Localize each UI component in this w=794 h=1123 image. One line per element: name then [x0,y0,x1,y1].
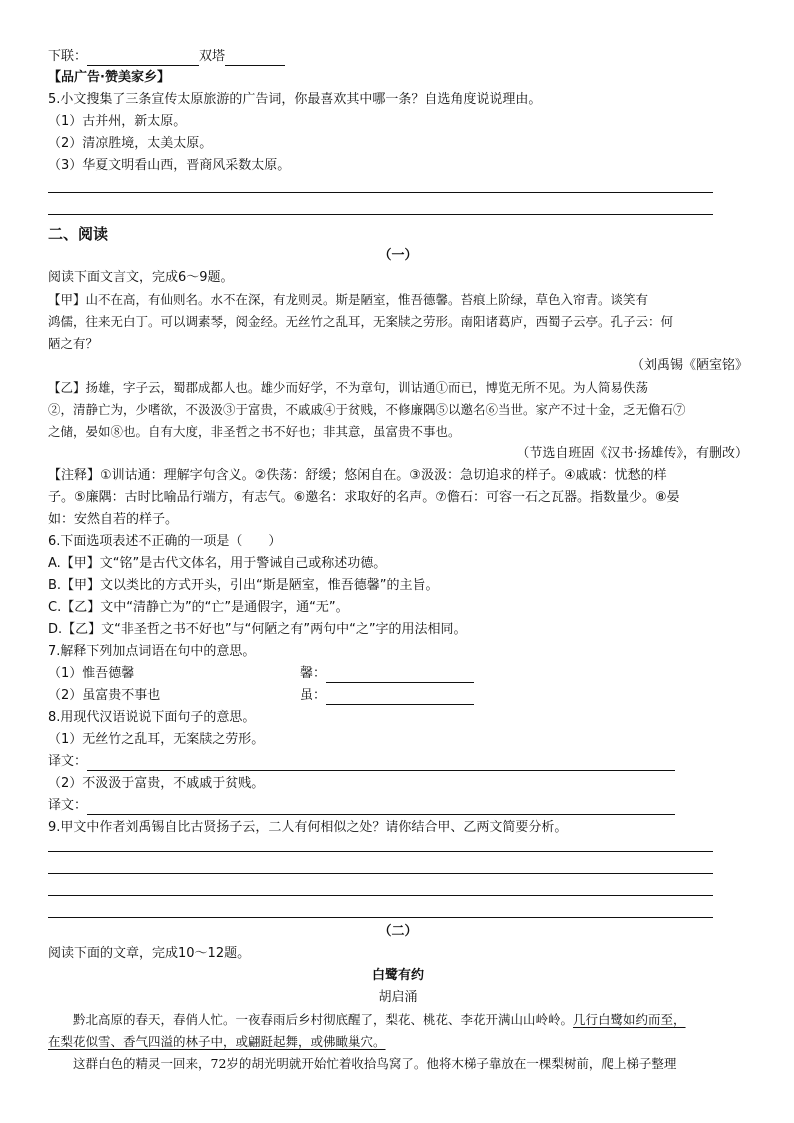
q9-answer-line-4[interactable] [48,917,713,918]
q5-option-3: （3）华夏文明看山西，晋商风采数太原。 [48,158,291,173]
q7-item-2-answer [300,687,474,705]
yi-line-1: 【乙】扬雄，字子云，蜀郡成都人也。雄少而好学，不为章句，训诂通①而已，博览无所不见。为人简易佚荡 [48,380,649,395]
q9-answer-line-1[interactable] [48,851,713,852]
part-1-intro: 阅读下面文言文，完成6～9题。 [48,270,234,285]
q8-item-1: （1）无丝竹之乱耳，无案牍之劳形。 [48,732,265,747]
section-title-reading: 二、阅读 [48,225,109,243]
q6-option-c: C.【乙】文中“清静亡为”的“亡”是通假字，通“无”。 [48,600,349,615]
q8-answer-line-1[interactable] [87,756,675,771]
q5-option-2: （2）清凉胜境，太美太原。 [48,136,213,151]
jia-line-1: 【甲】山不在高，有仙则名。水不在深，有龙则灵。斯是陋室，惟吾德馨。苔痕上阶绿，草色入帘青。谈笑有 [48,292,649,307]
q7-blank-1[interactable] [326,668,474,683]
q5-answer-line-2[interactable] [48,214,713,215]
lower-couplet-blank-2[interactable] [225,51,285,66]
para-1-underlined-a: 几行白鹭如约而至， [573,1012,686,1027]
jia-line-3: 陋之有？ [48,336,99,351]
q7-item-2: （2）虽富贵不事也 [48,688,161,703]
question-8: 8.用现代汉语说说下面句子的意思。 [48,710,256,725]
part-2-intro: 阅读下面的文章，完成10～12题。 [48,946,251,961]
q5-option-1: （1）古并州，新太原。 [48,114,187,129]
notes-line-1: 【注释】①训诂通：理解字句含义。②佚荡：舒缓；悠闲自在。③汲汲：急切追求的样子。④戚戚：忧愁的样 [48,468,667,483]
q7-key-2: 虽： [300,688,327,703]
part-1-title: （一） [378,248,418,263]
question-6: 6.下面选项表述不正确的一项是（ ） [48,534,282,549]
yi-line-3: 之储，晏如⑧也。自有大度，非圣哲之书不好也；非其意，虽富贵不事也。 [48,424,461,439]
lower-couplet-label: 下联： [48,49,88,64]
q8-translation-2 [48,797,675,815]
translation-label-1: 译文： [48,754,88,769]
q6-option-a: A.【甲】文“铭”是古代文体名，用于警诫自己或称述功德。 [48,556,387,571]
q7-blank-2[interactable] [326,690,474,705]
jia-source: （刘禹锡《陋室铭》 [630,358,748,373]
q9-answer-line-3[interactable] [48,895,713,896]
question-9: 9.甲文中作者刘禹锡自比古贤扬子云，二人有何相似之处？请你结合甲、乙两文简要分析。 [48,820,568,835]
lower-couplet-blank-1[interactable] [87,51,199,66]
q7-key-1: 馨： [300,666,327,681]
article-author: 胡启涌 [378,990,418,1005]
notes-line-3: 如：安然自若的样子。 [48,512,179,527]
lower-couplet-mid: 双塔 [199,49,226,64]
article-title: 白鹭有约 [371,968,424,983]
notes-line-2: 子。⑤廉隅：古时比喻品行端方，有志气。⑥邀名：求取好的名声。⑦儋石：可容一石之瓦器。指数量少。⑧晏 [48,490,680,505]
q9-answer-line-2[interactable] [48,873,713,874]
q8-item-2: （2）不汲汲于富贵，不戚戚于贫贱。 [48,776,265,791]
q7-item-1-answer [300,665,474,683]
q6-option-d: D.【乙】文“非圣哲之书不好也”与“何陋之有”两句中“之”字的用法相同。 [48,622,467,637]
ad-heading: 【品广告·赞美家乡】 [48,70,170,85]
question-5: 5.小文搜集了三条宣传太原旅游的广告词，你最喜欢其中哪一条？自选角度说说理由。 [48,92,542,107]
yi-line-2: ②，清静亡为，少嗜欲，不汲汲③于富贵，不戚戚④于贫贱，不修廉隅⑤以邀名⑥当世。家产不过十金，乏无儋石⑦ [48,402,686,417]
q8-translation-1 [48,753,675,771]
q7-item-1: （1）惟吾德馨 [48,666,135,681]
q6-option-b: B.【甲】文以类比的方式开头，引出“斯是陋室，惟吾德馨”的主旨。 [48,578,439,593]
q5-answer-line-1[interactable] [48,192,713,193]
article-para-2-line-1: 这群白色的精灵一回来，72岁的胡光明就开始忙着收拾鸟窝了。他将木梯子靠放在一棵梨树前，爬上梯子整理 [48,1056,677,1071]
q8-answer-line-2[interactable] [87,800,675,815]
para-1-text: 黔北高原的春天，春俏人忙。一夜春雨后乡村彻底醒了，梨花、桃花、李花开满山山岭岭。 [48,1012,574,1027]
article-para-1-line-1 [48,1011,686,1029]
lower-couplet-line [48,48,285,66]
article-para-1-line-2: 在梨花似雪、香气四溢的林子中，或翩跹起舞，或佛瞰巢穴。 [48,1034,386,1049]
question-7: 7.解释下列加点词语在句中的意思。 [48,644,256,659]
part-2-title: （二） [378,924,418,939]
translation-label-2: 译文： [48,798,88,813]
jia-line-2: 鸿儒，往来无白丁。可以调素琴，阅金经。无丝竹之乱耳，无案牍之劳形。南阳诸葛庐，西蜀子云亭。孔子云：何 [48,314,674,329]
yi-source: （节选自班固《汉书·扬雄传》，有删改） [516,446,748,461]
